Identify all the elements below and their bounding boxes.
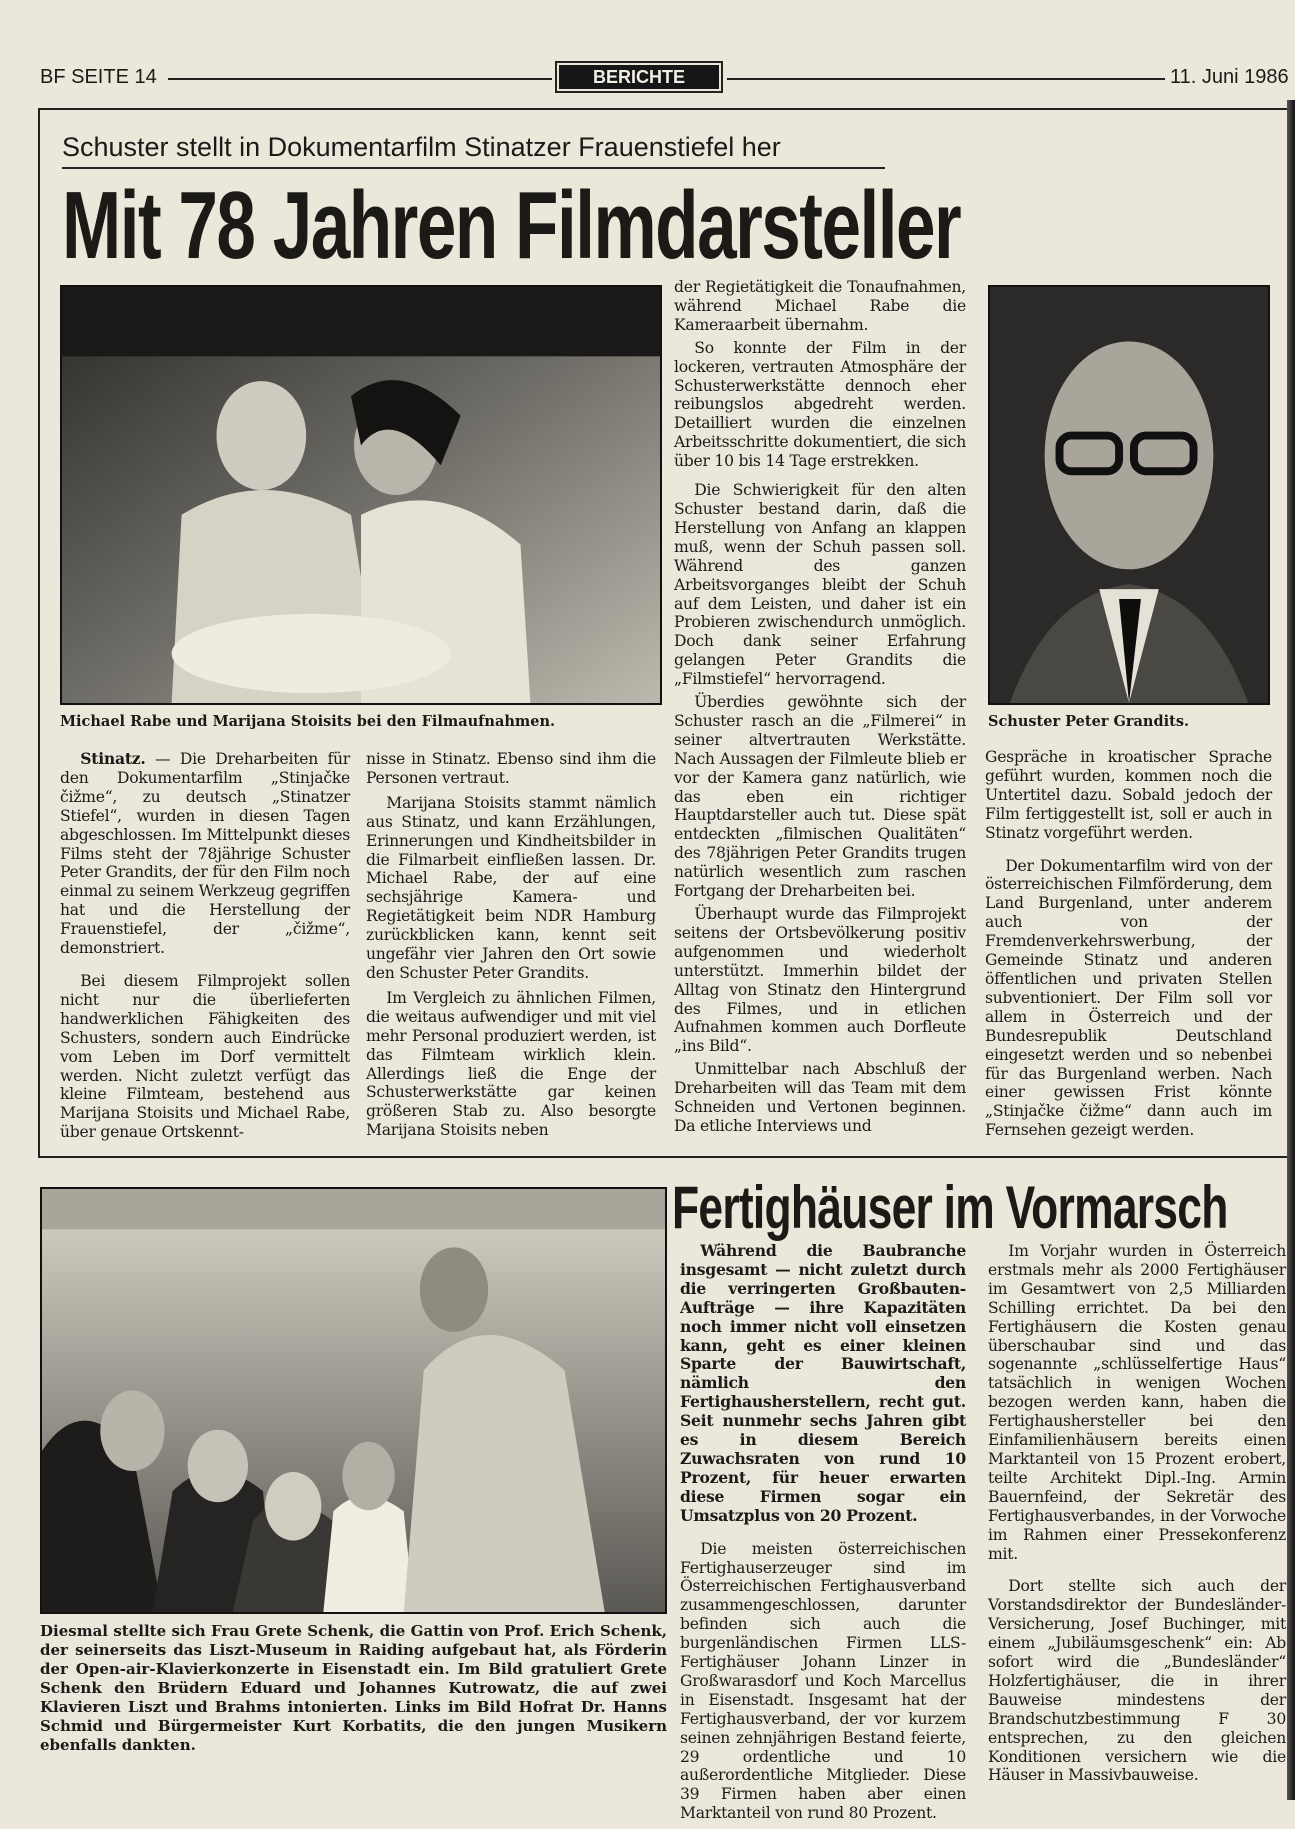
page-number: BF SEITE 14: [40, 66, 157, 88]
paragraph: Im Vorjahr wurden in Österreich erstmals mehr als 2000 Fertighäuser im Gesamtwert von 2,5 Milliarden Schilling errichtet. Da bei den Fertighäusern die Kosten genau überschaubar sind und das sogenannte „schlüsselfertige Haus“ tatsächlich in wenigen Wochen bezogen werden kann, haben die Fertighaushersteller bei den Einfamilienhäusern bereits einen Marktanteil von 15 Prozent erobert, teilte Architekt Dipl.-Ing. Armin Bauernfeind, der Sekretär des Fertighausverbandes, in der Vorwoche im Rahmen einer Pressekonferenz mit.: [988, 1242, 1286, 1563]
issue-date: 11. Juni 1986: [1170, 66, 1289, 88]
paragraph: Marijana Stoisits stammt nämlich aus Stinatz, und kann Erzählungen, Erinnerungen und Kindheitsbilder in die Filmarbeit einfließen lassen. Dr. Michael Rabe, der auf eine sechsjährige Kamera- und Regietätigkeit beim NDR Hamburg zurückblicken kann, kennt seit ungefähr vier Jahren den Ort sowie den Schuster Peter Grandits.: [366, 793, 656, 982]
paragraph: Unmittelbar nach Abschluß der Dreharbeiten will das Team mit dem Schneiden und Vertonen beginnen. Da etliche Interviews und: [674, 1060, 966, 1135]
article-headline: Mit 78 Jahren Filmdarsteller: [62, 172, 961, 279]
paragraph: Überhaupt wurde das Filmprojekt seitens der Ortsbevölkerung positiv aufgenommen und wiederholt unterstützt. Immerhin bildet der Alltag von Stinatz den Hintergrund des Filmes, und in etlichen Aufnahmen kommen auch Dorfleute „ins Bild“.: [674, 905, 966, 1056]
paragraph: Der Dokumentarfilm wird von der österreichischen Filmförderung, dem Land Burgenland, unter anderem auch von der Fremdenverkehrswerbung, der Gemeinde Stinatz und anderen öffentlichen und privaten Stellen subventioniert. Der Film soll vor allem in Österreich und der Bundesrepublik Deutschland eingesetzt werden und so nebenbei für das Burgenland werben. Nach einer gewissen Frist könnte „Stinjačke čižme“ dann auch im Fernsehen gezeigt werden.: [985, 856, 1272, 1140]
lead-paragraph: Während die Baubranche insgesamt — nicht zuletzt durch die verringerten Großbauten-Aufträge — ihre Kapazitäten noch immer nicht voll einsetzen kann, geht es einer kleinen Sparte der Bauwirtschaft, nämlich den Fertighausherstellern, recht gut. Seit nunmehr sechs Jahren gibt es in diesem Bereich Zuwachsraten von rund 10 Prozent, für heuer erwarten diese Firmen sogar ein Umsatzplus von 20 Prozent.: [680, 1241, 966, 1525]
paragraph: Die Schwierigkeit für den alten Schuster bestand darin, daß die Herstellung von Anfang an klappen muß, wenn der Schuh passen soll. Während des ganzen Arbeitsvorganges bleibt der Schuh auf dem Leisten, und daher ist ein Probieren zwischendurch unmöglich. Doch dank seiner Erfahrung gelangen Peter Grandits die „Filmstiefel“ hervorragend.: [674, 481, 966, 689]
paragraph: — Die Dreharbeiten für den Dokumentarfilm „Stinjačke čižme“, zu deutsch „Stinatzer Stiefel“, wurden in diesen Tagen abgeschlossen. Im Mittelpunkt dieses Films steht der 78jährige Schuster Peter Grandits, der für den Film noch einmal zu seinem Werkzeug gegriffen hat und die Herstellung der Frauenstiefel, der „čižme“, demonstriert.: [60, 750, 350, 958]
paragraph: nisse in Stinatz. Ebenso sind ihm die Personen vertraut.: [366, 750, 656, 787]
article-column-2: [988, 1242, 1286, 1791]
article-column-1: [60, 750, 350, 1148]
section-label-box: [555, 61, 723, 93]
header-rule-left: [168, 78, 552, 80]
article-column-1: [680, 1242, 966, 1829]
paragraph: Im Vergleich zu ähnlichen Filmen, die weitaus aufwendiger und mit viel mehr Personal produziert werden, ist das Filmteam wirklich klein. Allerdings ließ die Enge der Schusterwerkstätte gar keinen größeren Stab zu. Also besorgte Marijana Stoisits neben: [366, 988, 656, 1140]
page-edge: [1287, 100, 1295, 1800]
article-column-4: [985, 748, 1272, 1146]
dateline: Stinatz.: [80, 749, 146, 768]
paragraph: Überdies gewöhnte sich der Schuster rasch an die „Filmerei“ in seiner altvertrauten Werkstätte. Nach Aussagen der Filmleute blieb er vor der Kamera ganz natürlich, wie das eben ein richtiger Hauptdarsteller auch tut. Diese spät entdeckten „filmischen Qualitäten“ des 78jährigen Peter Grandits trugen natürlich wesentlich zum raschen Fortgang der Dreharbeiten bei.: [674, 693, 966, 901]
article-kicker: Schuster stellt in Dokumentarfilm Stinatzer Frauenstiefel her: [62, 132, 885, 169]
photo-caption: Michael Rabe und Marijana Stoisits bei den Filmaufnahmen.: [60, 713, 556, 730]
article-column-3: [674, 278, 966, 1140]
paragraph: Dort stellte sich auch der Vorstandsdirektor der Bundesländer-Versicherung, Josef Buchinger, mit einem „Jubiläumsgeschenk“ ein: Ab sofort wird die „Bundesländer“ Holzfertighäuser, die in ihrer Bauweise mindestens der Brandschutzbestimmung F 30 entsprechen, zu den gleichen Konditionen versichern wie die Häuser in Massivbauweise.: [988, 1577, 1286, 1785]
photo-caption: Schuster Peter Grandits.: [988, 713, 1190, 730]
paragraph: Bei diesem Filmprojekt sollen nicht nur die überlieferten handwerklichen Fähigkeiten des Schusters, sondern auch Eindrücke vom Leben im Dorf vermittelt werden. Nicht zuletzt verfügt das kleine Filmteam, bestehend aus Marijana Stoisits und Michael Rabe, über genaue Ortskennt-: [60, 971, 350, 1142]
article-headline: Fertighäuser im Vormarsch: [672, 1174, 1228, 1241]
photo-caption: Diesmal stellte sich Frau Grete Schenk, die Gattin von Prof. Erich Schenk, der seinerseits das Liszt-Museum in Raiding aufgebaut hat, als Förderin der Open-air-Klavierkonzerte in Eisenstadt ein. Im Bild gratuliert Grete Schenk den Brüdern Eduard und Johannes Kutrowatz, die auf zwei Klavieren Liszt und Brahms intonierten. Links im Bild Hofrat Dr. Hanns Schmid und Bürgermeister Kurt Korbatits, die den jungen Musikern ebenfalls dankten.: [40, 1622, 667, 1754]
article-column-2: [366, 750, 656, 1146]
photo-portrait-grandits: [988, 285, 1270, 705]
header-rule-right: [727, 78, 1165, 80]
photo-concert-reception: [40, 1187, 667, 1614]
paragraph: der Regietätigkeit die Tonaufnahmen, während Michael Rabe die Kameraarbeit übernahm.: [674, 278, 966, 334]
paragraph: Gespräche in kroatischer Sprache geführt wurden, kommen noch die Untertitel dazu. Sobald jedoch der Film fertiggestellt ist, soll er auch in Stinatz vorgeführt werden.: [985, 748, 1272, 842]
paragraph: So konnte der Film in der lockeren, vertrauten Atmosphäre der Schusterwerkstätte dennoch eher reibungslos abgedreht werden. Detailliert wurden die einzelnen Arbeitsschritte dokumentiert, die sich über 10 bis 14 Tage erstrekken.: [674, 338, 966, 471]
paragraph: Die meisten österreichischen Fertighauserzeuger sind im Österreichischen Fertighausverband zusammengeschlossen, darunter befinden sich auch die burgenländischen Firmen LLS-Fertighäuser Johann Linzer in Großwarasdorf und Koch Marcellus in Eisenstadt. Insgesamt hat der Fertighausverband, der vor kurzem seinen zehnjährigen Bestand feierte, 29 ordentliche und 10 außerordentliche Mitglieder. Diese 39 Firmen haben aber einen Marktanteil von rund 80 Prozent.: [680, 1539, 966, 1823]
photo-film-crew: [60, 285, 662, 705]
section-label: BERICHTE: [559, 65, 719, 89]
